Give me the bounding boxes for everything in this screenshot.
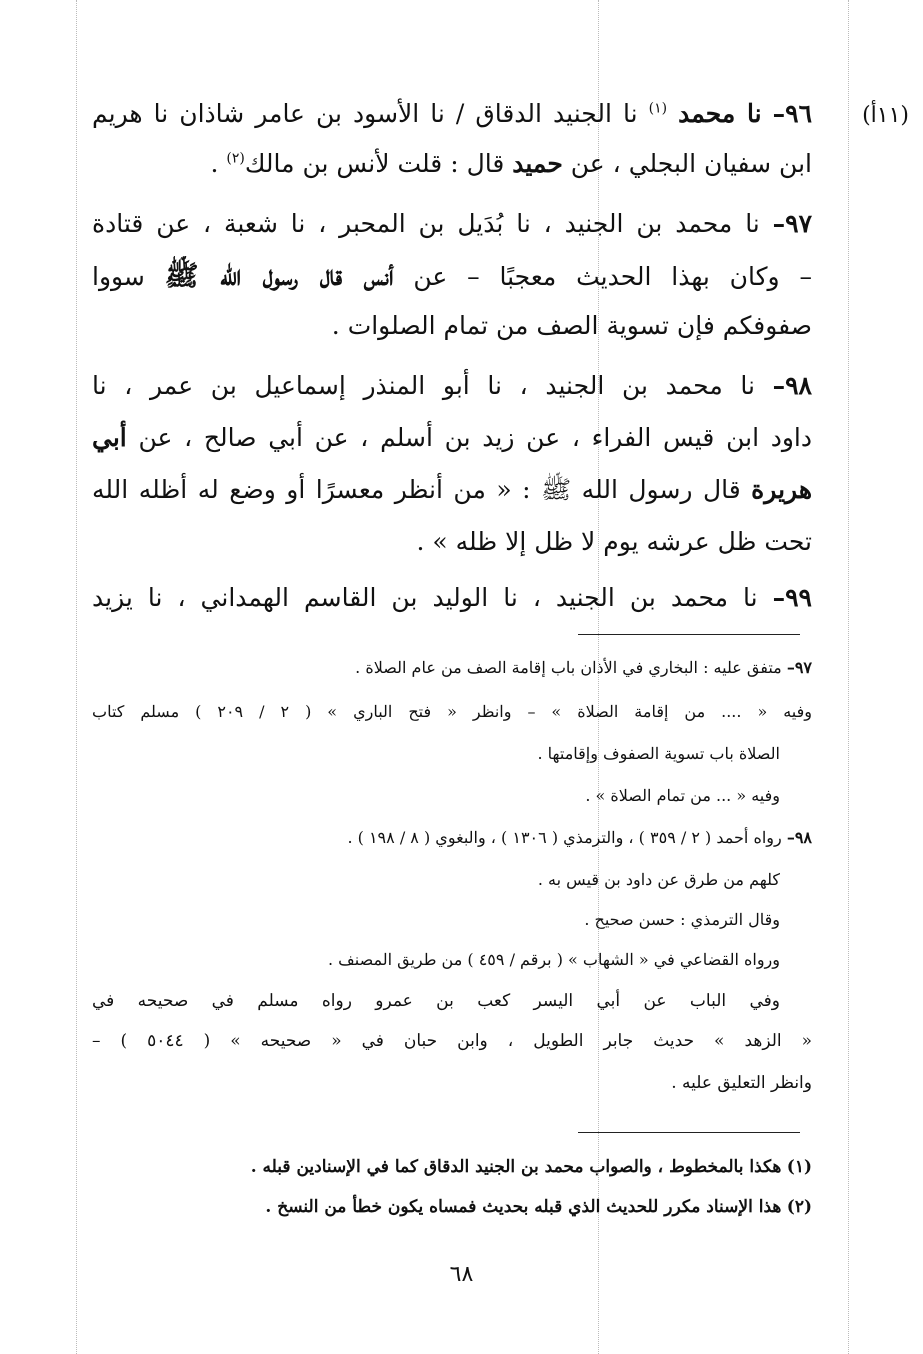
takhrij-97-line-1: ٩٧– متفق عليه : البخاري في الأذان باب إقامة الصف من عام الصلاة .	[355, 658, 812, 677]
manuscript-folio-ref: (١١أ)	[862, 103, 909, 128]
hadith-96-line-1: ٩٦– نا محمد $^{(١)}$ نا الجنيد الدقاق / نا الأسود بن عامر شاذان نا هريم	[92, 99, 812, 128]
hadith-98-line-2: داود ابن قيس الفراء ، عن زيد بن أسلم ، عن أبي صالح ، عن أبي	[92, 423, 812, 452]
hadith-99-line-1: ٩٩– نا محمد بن الجنيد ، نا الوليد بن القاسم الهمداني ، نا يزيد	[92, 583, 812, 612]
footnote-ref: (١)	[648, 100, 668, 117]
takhrij-extra-line-2: « الزهد » حديث جابر الطويل ، وابن حبان في « صحيحه » ( ٥٠٤٤ ) –	[92, 1031, 812, 1051]
takhrij-98-line-3: وقال الترمذي : حسن صحيح .	[584, 910, 780, 929]
takhrij-extra-line-3: وانظر التعليق عليه .	[671, 1073, 812, 1093]
hadith-number: ٩٨–	[772, 371, 812, 400]
takhrij-extra-line-1: وفي الباب عن أبي اليسر كعب بن عمرو رواه مسلم في صحيحه في	[92, 991, 780, 1011]
hadith-98-line-4: تحت ظل عرشه يوم لا ظل إلا ظله » .	[416, 527, 812, 556]
hadith-number: ٩٨–	[786, 828, 812, 847]
editor-note-2: (٢) هذا الإسناد مكرر للحديث الذي قبله بحديث فمساه يكون خطأ من النسخ .	[265, 1197, 812, 1217]
hadith-98-line-3: هريرة قال رسول الله ﷺ : « من أنظر معسرًا أو وضع له أظله الله	[92, 475, 812, 504]
takhrij-97-line-2: وفيه « .... من إقامة الصلاة » – وانظر « فتح الباري » ( ٢ / ٢٠٩ ) مسلم كتاب	[92, 702, 812, 721]
notes-separator	[578, 1132, 800, 1133]
footnote-separator	[578, 634, 800, 635]
hadith-97-line-1: ٩٧– نا محمد بن الجنيد ، نا بُدَيل بن المحبر ، نا شعبة ، عن قتادة	[92, 209, 812, 238]
hadith-97-line-2: – وكان بهذا الحديث معجبًا – عن أنس قال رسول الله ﷺ سووا	[92, 259, 812, 292]
margin-guide-right	[848, 0, 849, 1354]
takhrij-97-line-4: وفيه « ... من تمام الصلاة » .	[585, 786, 780, 805]
hadith-96-line-2: ابن سفيان البجلي ، عن حميد قال : قلت لأنس بن مالك$^{(٢)}$ .	[210, 149, 812, 178]
takhrij-98-line-1: ٩٨– رواه أحمد ( ٢ / ٣٥٩ ) ، والترمذي ( ١٣٠٦ ) ، والبغوي ( ٨ / ١٩٨ ) .	[347, 828, 812, 847]
editor-note-1: (١) هكذا بالمخطوط ، والصواب محمد بن الجنيد الدقاق كما في الإسنادين قبله .	[250, 1157, 812, 1177]
hadith-number: ٩٧–	[772, 209, 812, 238]
footnote-ref: (٢)	[226, 150, 245, 167]
hadith-number: ٩٦–	[772, 99, 812, 128]
hadith-97-line-3: صفوفكم فإن تسوية الصف من تمام الصلوات .	[331, 311, 812, 340]
hadith-number: ٩٩–	[772, 583, 812, 612]
takhrij-98-line-4: ورواه القضاعي في « الشهاب » ( برقم / ٤٥٩ ) من طريق المصنف .	[328, 950, 780, 969]
page-number: ٦٨	[449, 1262, 474, 1287]
takhrij-97-line-3: الصلاة باب تسوية الصفوف وإقامتها .	[537, 744, 780, 763]
hadith-98-line-1: ٩٨– نا محمد بن الجنيد ، نا أبو المنذر إسماعيل بن عمر ، نا	[92, 371, 812, 400]
margin-guide-left	[76, 0, 77, 1354]
takhrij-98-line-2: كلهم من طرق عن داود بن قيس به .	[537, 870, 780, 889]
hadith-number: ٩٧–	[786, 658, 812, 677]
